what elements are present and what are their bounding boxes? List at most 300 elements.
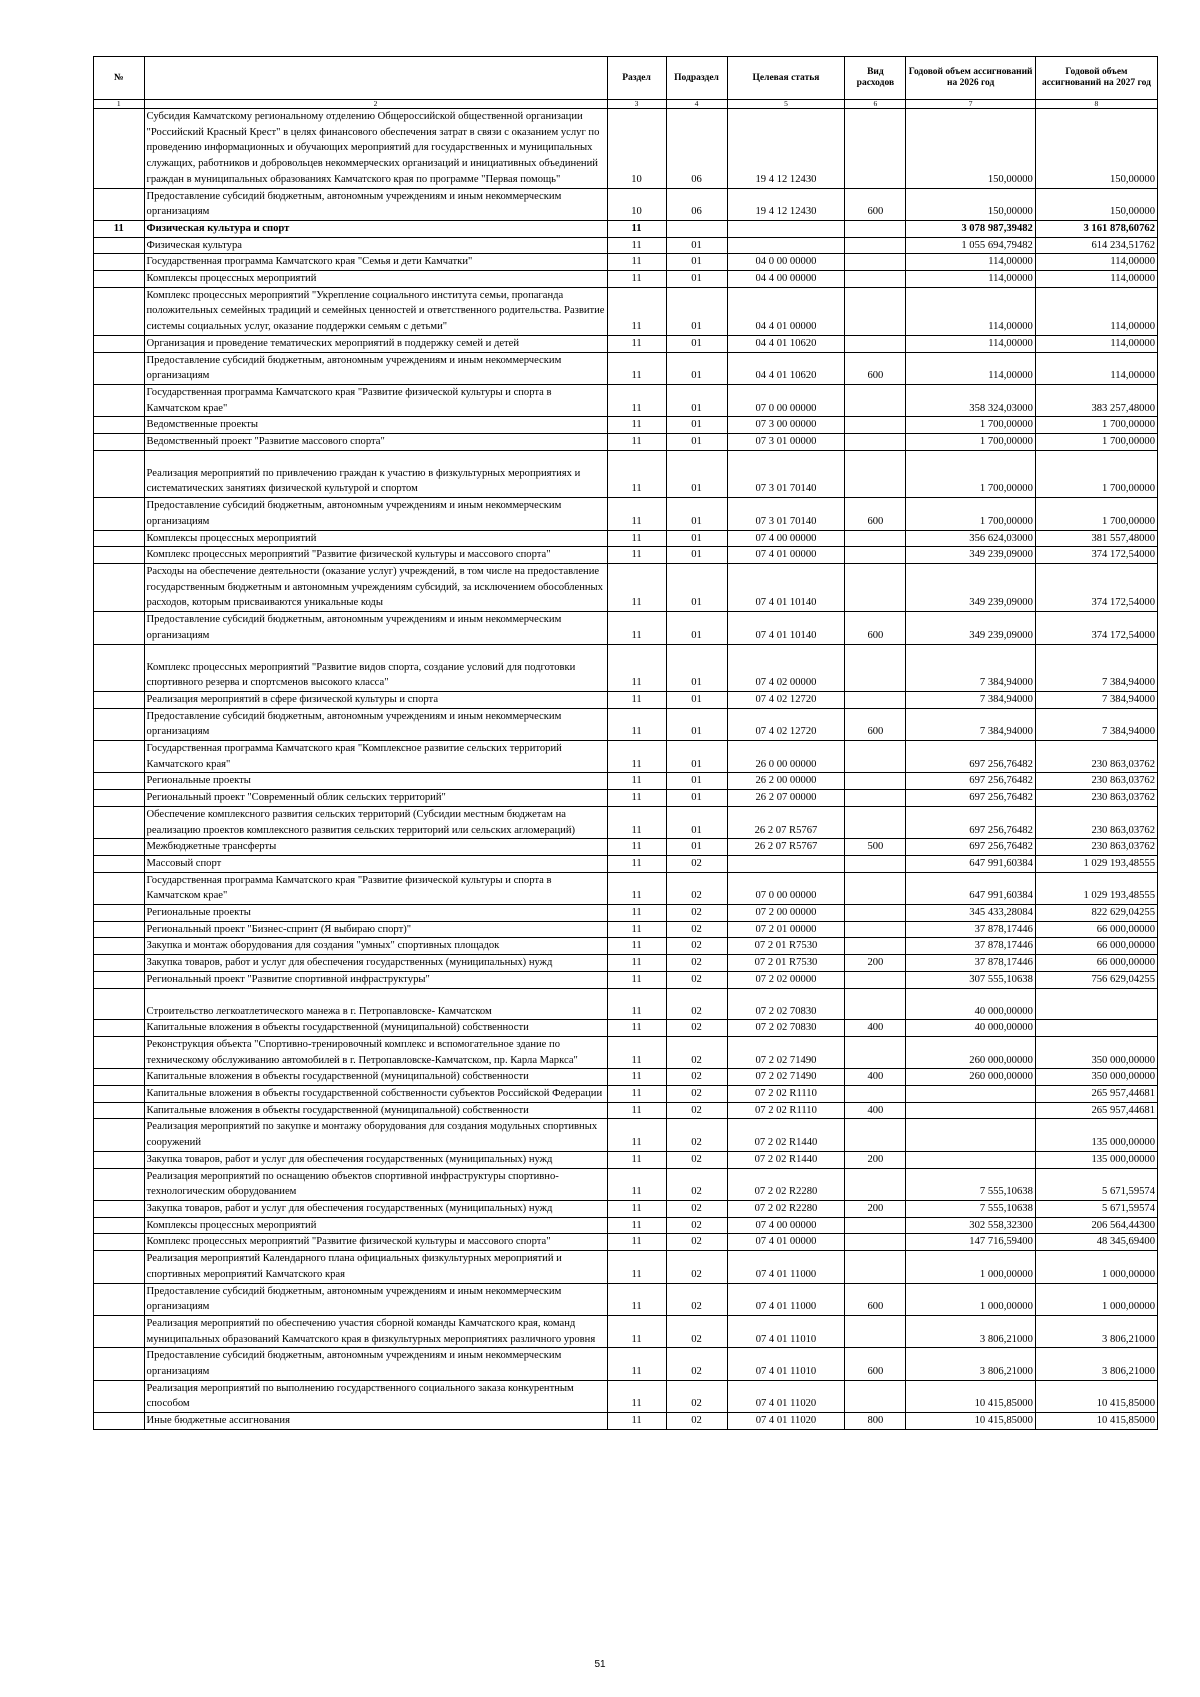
amount-2026: 260 000,00000 bbox=[906, 1036, 1035, 1068]
amount-2026: 7 384,94000 bbox=[906, 708, 1035, 740]
razdel-code: 11 bbox=[607, 1086, 666, 1103]
target-article-code: 07 2 00 00000 bbox=[727, 905, 845, 922]
item-name: Реализация мероприятий в сфере физической культуры и спорта bbox=[144, 691, 607, 708]
expense-type-code: 800 bbox=[845, 1413, 906, 1430]
amount-2026 bbox=[906, 1086, 1035, 1103]
amount-2027: 374 172,54000 bbox=[1035, 612, 1157, 644]
amount-2026 bbox=[906, 1119, 1035, 1151]
amount-2027: 66 000,00000 bbox=[1035, 921, 1157, 938]
row-number bbox=[94, 1251, 145, 1283]
table-row bbox=[94, 905, 1158, 922]
razdel-code: 11 bbox=[607, 1102, 666, 1119]
item-name: Закупка товаров, работ и услуг для обеспечения государственных (муниципальных) нужд bbox=[144, 1151, 607, 1168]
amount-2026: 150,00000 bbox=[906, 109, 1035, 189]
amount-2027 bbox=[1035, 988, 1157, 1020]
podrazdel-code: 01 bbox=[666, 806, 727, 838]
razdel-code: 11 bbox=[607, 905, 666, 922]
row-number bbox=[94, 1348, 145, 1380]
row-number bbox=[94, 971, 145, 988]
amount-2027: 5 671,59574 bbox=[1035, 1168, 1157, 1200]
amount-2026: 356 624,03000 bbox=[906, 530, 1035, 547]
amount-2027: 350 000,00000 bbox=[1035, 1069, 1157, 1086]
amount-2026: 647 991,60384 bbox=[906, 855, 1035, 872]
amount-2027: 3 806,21000 bbox=[1035, 1315, 1157, 1347]
amount-2027: 230 863,03762 bbox=[1035, 773, 1157, 790]
razdel-code: 11 bbox=[607, 547, 666, 564]
target-article-code: 07 2 02 R1110 bbox=[727, 1086, 845, 1103]
target-article-code: 26 2 00 00000 bbox=[727, 773, 845, 790]
amount-2027: 48 345,69400 bbox=[1035, 1234, 1157, 1251]
podrazdel-code: 02 bbox=[666, 1380, 727, 1412]
item-name: Физическая культура и спорт bbox=[144, 220, 607, 237]
expense-type-code bbox=[845, 1234, 906, 1251]
item-name: Реализация мероприятий по выполнению государственного социального заказа конкурентным способом bbox=[144, 1380, 607, 1412]
amount-2027: 66 000,00000 bbox=[1035, 955, 1157, 972]
podrazdel-code: 01 bbox=[666, 271, 727, 288]
target-article-code: 07 3 00 00000 bbox=[727, 417, 845, 434]
amount-2027: 230 863,03762 bbox=[1035, 790, 1157, 807]
row-number bbox=[94, 708, 145, 740]
amount-2027 bbox=[1035, 1020, 1157, 1037]
amount-2026 bbox=[906, 1151, 1035, 1168]
amount-2026: 3 806,21000 bbox=[906, 1315, 1035, 1347]
table-row bbox=[94, 1069, 1158, 1086]
amount-2026: 302 558,32300 bbox=[906, 1217, 1035, 1234]
razdel-code: 11 bbox=[607, 271, 666, 288]
row-number bbox=[94, 271, 145, 288]
expense-type-code: 600 bbox=[845, 708, 906, 740]
expense-type-code: 200 bbox=[845, 1201, 906, 1218]
razdel-code: 11 bbox=[607, 1283, 666, 1315]
expense-type-code bbox=[845, 806, 906, 838]
expense-type-code bbox=[845, 563, 906, 611]
item-name: Физическая культура bbox=[144, 237, 607, 254]
podrazdel-code: 01 bbox=[666, 335, 727, 352]
table-row bbox=[94, 530, 1158, 547]
podrazdel-code: 01 bbox=[666, 644, 727, 691]
row-number bbox=[94, 1217, 145, 1234]
table-row bbox=[94, 691, 1158, 708]
razdel-code: 11 bbox=[607, 498, 666, 530]
header-no: № bbox=[94, 57, 145, 100]
expense-type-code bbox=[845, 855, 906, 872]
razdel-code: 11 bbox=[607, 708, 666, 740]
row-number bbox=[94, 1069, 145, 1086]
razdel-code: 11 bbox=[607, 1348, 666, 1380]
podrazdel-code: 02 bbox=[666, 1234, 727, 1251]
expense-type-code bbox=[845, 1217, 906, 1234]
amount-2026: 114,00000 bbox=[906, 287, 1035, 335]
razdel-code: 11 bbox=[607, 220, 666, 237]
item-name: Капитальные вложения в объекты государственной (муниципальной) собственности bbox=[144, 1102, 607, 1119]
header-target-article: Целевая статья bbox=[727, 57, 845, 100]
row-number bbox=[94, 741, 145, 773]
podrazdel-code: 02 bbox=[666, 938, 727, 955]
item-name: Государственная программа Камчатского края "Развитие физической культуры и спорта в Камчатском крае" bbox=[144, 384, 607, 416]
amount-2027: 614 234,51762 bbox=[1035, 237, 1157, 254]
amount-2026: 37 878,17446 bbox=[906, 921, 1035, 938]
table-row bbox=[94, 790, 1158, 807]
podrazdel-code: 02 bbox=[666, 1020, 727, 1037]
table-row bbox=[94, 955, 1158, 972]
row-number bbox=[94, 109, 145, 189]
column-number: 4 bbox=[666, 100, 727, 109]
item-name: Комплексы процессных мероприятий bbox=[144, 271, 607, 288]
column-number: 5 bbox=[727, 100, 845, 109]
amount-2027: 1 700,00000 bbox=[1035, 450, 1157, 497]
razdel-code: 11 bbox=[607, 434, 666, 451]
amount-2027: 3 161 878,60762 bbox=[1035, 220, 1157, 237]
podrazdel-code: 02 bbox=[666, 955, 727, 972]
amount-2026: 349 239,09000 bbox=[906, 547, 1035, 564]
row-number bbox=[94, 691, 145, 708]
razdel-code: 11 bbox=[607, 806, 666, 838]
razdel-code: 11 bbox=[607, 254, 666, 271]
razdel-code: 11 bbox=[607, 352, 666, 384]
razdel-code: 11 bbox=[607, 1315, 666, 1347]
row-number bbox=[94, 254, 145, 271]
table-row bbox=[94, 806, 1158, 838]
item-name: Предоставление субсидий бюджетным, автономным учреждениям и иным некоммерческим организациям bbox=[144, 188, 607, 220]
razdel-code: 11 bbox=[607, 1069, 666, 1086]
podrazdel-code: 01 bbox=[666, 790, 727, 807]
table-row bbox=[94, 1348, 1158, 1380]
item-name: Капитальные вложения в объекты государственной (муниципальной) собственности bbox=[144, 1069, 607, 1086]
row-number bbox=[94, 905, 145, 922]
podrazdel-code: 01 bbox=[666, 434, 727, 451]
column-number: 3 bbox=[607, 100, 666, 109]
item-name: Региональные проекты bbox=[144, 905, 607, 922]
amount-2026: 114,00000 bbox=[906, 352, 1035, 384]
expense-type-code bbox=[845, 254, 906, 271]
row-number bbox=[94, 1413, 145, 1430]
amount-2027: 114,00000 bbox=[1035, 352, 1157, 384]
amount-2026: 114,00000 bbox=[906, 271, 1035, 288]
row-number bbox=[94, 644, 145, 691]
razdel-code: 11 bbox=[607, 612, 666, 644]
amount-2027: 135 000,00000 bbox=[1035, 1119, 1157, 1151]
podrazdel-code: 06 bbox=[666, 188, 727, 220]
razdel-code: 11 bbox=[607, 563, 666, 611]
target-article-code bbox=[727, 237, 845, 254]
target-article-code: 07 2 02 R2280 bbox=[727, 1168, 845, 1200]
row-number bbox=[94, 498, 145, 530]
item-name: Ведомственные проекты bbox=[144, 417, 607, 434]
expense-type-code bbox=[845, 971, 906, 988]
row-number bbox=[94, 955, 145, 972]
podrazdel-code: 02 bbox=[666, 921, 727, 938]
amount-2026: 7 555,10638 bbox=[906, 1201, 1035, 1218]
amount-2026: 114,00000 bbox=[906, 335, 1035, 352]
razdel-code: 11 bbox=[607, 872, 666, 904]
podrazdel-code: 02 bbox=[666, 1217, 727, 1234]
podrazdel-code: 02 bbox=[666, 1283, 727, 1315]
podrazdel-code: 02 bbox=[666, 1413, 727, 1430]
amount-2027: 374 172,54000 bbox=[1035, 547, 1157, 564]
podrazdel-code: 01 bbox=[666, 530, 727, 547]
amount-2027: 7 384,94000 bbox=[1035, 708, 1157, 740]
row-number bbox=[94, 790, 145, 807]
podrazdel-code: 01 bbox=[666, 708, 727, 740]
table-row bbox=[94, 644, 1158, 691]
target-article-code: 19 4 12 12430 bbox=[727, 188, 845, 220]
table-row bbox=[94, 1283, 1158, 1315]
row-number bbox=[94, 1201, 145, 1218]
podrazdel-code: 02 bbox=[666, 905, 727, 922]
target-article-code: 07 2 02 R2280 bbox=[727, 1201, 845, 1218]
amount-2026: 1 700,00000 bbox=[906, 417, 1035, 434]
podrazdel-code: 01 bbox=[666, 384, 727, 416]
row-number bbox=[94, 530, 145, 547]
target-article-code: 07 2 02 00000 bbox=[727, 971, 845, 988]
target-article-code: 07 2 01 00000 bbox=[727, 921, 845, 938]
target-article-code: 07 2 02 70830 bbox=[727, 1020, 845, 1037]
amount-2026: 697 256,76482 bbox=[906, 773, 1035, 790]
podrazdel-code: 01 bbox=[666, 254, 727, 271]
razdel-code: 11 bbox=[607, 335, 666, 352]
razdel-code: 11 bbox=[607, 1217, 666, 1234]
item-name: Региональный проект "Бизнес-спринт (Я выбираю спорт)" bbox=[144, 921, 607, 938]
table-row bbox=[94, 1315, 1158, 1347]
razdel-code: 11 bbox=[607, 1119, 666, 1151]
amount-2027: 135 000,00000 bbox=[1035, 1151, 1157, 1168]
item-name: Ведомственный проект "Развитие массового спорта" bbox=[144, 434, 607, 451]
amount-2026: 1 000,00000 bbox=[906, 1283, 1035, 1315]
razdel-code: 11 bbox=[607, 855, 666, 872]
table-row bbox=[94, 1413, 1158, 1430]
target-article-code: 07 4 01 10140 bbox=[727, 612, 845, 644]
razdel-code: 11 bbox=[607, 417, 666, 434]
expense-type-code bbox=[845, 773, 906, 790]
razdel-code: 11 bbox=[607, 530, 666, 547]
podrazdel-code: 02 bbox=[666, 1168, 727, 1200]
header-volume-2026: Годовой объем ассигнований на 2026 год bbox=[906, 57, 1035, 100]
table-row bbox=[94, 335, 1158, 352]
podrazdel-code bbox=[666, 220, 727, 237]
razdel-code: 11 bbox=[607, 1020, 666, 1037]
table-row bbox=[94, 220, 1158, 237]
amount-2027: 1 029 193,48555 bbox=[1035, 872, 1157, 904]
amount-2026: 1 700,00000 bbox=[906, 434, 1035, 451]
item-name: Комплекс процессных мероприятий "Развитие физической культуры и массового спорта" bbox=[144, 547, 607, 564]
expense-type-code: 600 bbox=[845, 1283, 906, 1315]
amount-2027: 206 564,44300 bbox=[1035, 1217, 1157, 1234]
item-name: Массовый спорт bbox=[144, 855, 607, 872]
target-article-code: 07 0 00 00000 bbox=[727, 384, 845, 416]
table-row bbox=[94, 271, 1158, 288]
table-row bbox=[94, 352, 1158, 384]
podrazdel-code: 01 bbox=[666, 691, 727, 708]
table-row bbox=[94, 434, 1158, 451]
razdel-code: 11 bbox=[607, 1201, 666, 1218]
table-row bbox=[94, 498, 1158, 530]
razdel-code: 11 bbox=[607, 988, 666, 1020]
razdel-code: 11 bbox=[607, 1234, 666, 1251]
item-name: Закупка товаров, работ и услуг для обеспечения государственных (муниципальных) нужд bbox=[144, 955, 607, 972]
item-name: Закупка и монтаж оборудования для создания "умных" спортивных площадок bbox=[144, 938, 607, 955]
razdel-code: 11 bbox=[607, 450, 666, 497]
item-name: Межбюджетные трансферты bbox=[144, 839, 607, 856]
row-number bbox=[94, 773, 145, 790]
target-article-code: 07 4 00 00000 bbox=[727, 1217, 845, 1234]
expense-type-code: 600 bbox=[845, 498, 906, 530]
table-row bbox=[94, 188, 1158, 220]
target-article-code: 26 2 07 00000 bbox=[727, 790, 845, 807]
amount-2027: 5 671,59574 bbox=[1035, 1201, 1157, 1218]
amount-2027: 7 384,94000 bbox=[1035, 644, 1157, 691]
podrazdel-code: 02 bbox=[666, 988, 727, 1020]
header-volume-2027: Годовой объем ассигнований на 2027 год bbox=[1035, 57, 1157, 100]
row-number bbox=[94, 1234, 145, 1251]
target-article-code: 04 4 01 10620 bbox=[727, 352, 845, 384]
target-article-code: 07 4 00 00000 bbox=[727, 530, 845, 547]
expense-type-code bbox=[845, 644, 906, 691]
row-number bbox=[94, 1036, 145, 1068]
razdel-code: 11 bbox=[607, 384, 666, 416]
table-row bbox=[94, 938, 1158, 955]
target-article-code: 04 4 00 00000 bbox=[727, 271, 845, 288]
podrazdel-code: 01 bbox=[666, 417, 727, 434]
table-row bbox=[94, 773, 1158, 790]
item-name: Комплекс процессных мероприятий "Укрепление социального института семьи, пропаганда положительных семейных традиций и семейных ценностей и ответственного родительства. Развитие системы социальных услуг, оказание поддержки семьям с детьми" bbox=[144, 287, 607, 335]
amount-2027: 756 629,04255 bbox=[1035, 971, 1157, 988]
podrazdel-code: 01 bbox=[666, 237, 727, 254]
column-number: 8 bbox=[1035, 100, 1157, 109]
table-row bbox=[94, 109, 1158, 189]
razdel-code: 11 bbox=[607, 1413, 666, 1430]
row-number bbox=[94, 1086, 145, 1103]
target-article-code: 07 4 01 00000 bbox=[727, 1234, 845, 1251]
item-name: Предоставление субсидий бюджетным, автономным учреждениям и иным некоммерческим организациям bbox=[144, 612, 607, 644]
amount-2026: 1 055 694,79482 bbox=[906, 237, 1035, 254]
amount-2027: 230 863,03762 bbox=[1035, 806, 1157, 838]
header-razdel: Раздел bbox=[607, 57, 666, 100]
expense-type-code bbox=[845, 1315, 906, 1347]
expense-type-code: 400 bbox=[845, 1102, 906, 1119]
razdel-code: 11 bbox=[607, 790, 666, 807]
amount-2027: 114,00000 bbox=[1035, 271, 1157, 288]
amount-2026: 697 256,76482 bbox=[906, 790, 1035, 807]
amount-2027: 265 957,44681 bbox=[1035, 1102, 1157, 1119]
item-name: Комплексы процессных мероприятий bbox=[144, 1217, 607, 1234]
expense-type-code: 600 bbox=[845, 612, 906, 644]
amount-2026: 260 000,00000 bbox=[906, 1069, 1035, 1086]
amount-2026: 147 716,59400 bbox=[906, 1234, 1035, 1251]
target-article-code: 07 4 02 12720 bbox=[727, 708, 845, 740]
item-name: Реализация мероприятий по оснащению объектов спортивной инфраструктуры спортивно-технологическим оборудованием bbox=[144, 1168, 607, 1200]
amount-2026: 1 700,00000 bbox=[906, 498, 1035, 530]
item-name: Государственная программа Камчатского края "Семья и дети Камчатки" bbox=[144, 254, 607, 271]
target-article-code: 07 4 01 11000 bbox=[727, 1251, 845, 1283]
amount-2027: 230 863,03762 bbox=[1035, 839, 1157, 856]
table-row bbox=[94, 1036, 1158, 1068]
amount-2026: 150,00000 bbox=[906, 188, 1035, 220]
podrazdel-code: 02 bbox=[666, 1102, 727, 1119]
podrazdel-code: 02 bbox=[666, 1069, 727, 1086]
header-podrazdel: Подраздел bbox=[666, 57, 727, 100]
table-row bbox=[94, 839, 1158, 856]
target-article-code: 26 2 07 R5767 bbox=[727, 806, 845, 838]
razdel-code: 11 bbox=[607, 287, 666, 335]
target-article-code: 07 4 01 11000 bbox=[727, 1283, 845, 1315]
expense-type-code bbox=[845, 547, 906, 564]
row-number bbox=[94, 988, 145, 1020]
amount-2027: 114,00000 bbox=[1035, 287, 1157, 335]
razdel-code: 10 bbox=[607, 109, 666, 189]
amount-2027: 7 384,94000 bbox=[1035, 691, 1157, 708]
amount-2027: 230 863,03762 bbox=[1035, 741, 1157, 773]
podrazdel-code: 02 bbox=[666, 1315, 727, 1347]
row-number bbox=[94, 384, 145, 416]
target-article-code: 07 2 01 R7530 bbox=[727, 938, 845, 955]
header-expense-type: Вид расходов bbox=[845, 57, 906, 100]
target-article-code: 07 2 02 71490 bbox=[727, 1036, 845, 1068]
table-row bbox=[94, 563, 1158, 611]
row-number bbox=[94, 938, 145, 955]
target-article-code: 07 2 02 R1440 bbox=[727, 1119, 845, 1151]
row-number bbox=[94, 335, 145, 352]
target-article-code: 07 4 01 11010 bbox=[727, 1348, 845, 1380]
amount-2027: 381 557,48000 bbox=[1035, 530, 1157, 547]
amount-2026: 114,00000 bbox=[906, 254, 1035, 271]
amount-2026: 3 806,21000 bbox=[906, 1348, 1035, 1380]
podrazdel-code: 01 bbox=[666, 547, 727, 564]
amount-2027: 10 415,85000 bbox=[1035, 1380, 1157, 1412]
podrazdel-code: 01 bbox=[666, 352, 727, 384]
amount-2026: 40 000,00000 bbox=[906, 1020, 1035, 1037]
amount-2027: 1 700,00000 bbox=[1035, 417, 1157, 434]
amount-2026 bbox=[906, 1102, 1035, 1119]
row-number bbox=[94, 855, 145, 872]
table-row bbox=[94, 971, 1158, 988]
row-number bbox=[94, 872, 145, 904]
table-row bbox=[94, 612, 1158, 644]
column-number: 6 bbox=[845, 100, 906, 109]
podrazdel-code: 01 bbox=[666, 287, 727, 335]
table-row bbox=[94, 417, 1158, 434]
expense-type-code bbox=[845, 287, 906, 335]
expense-type-code bbox=[845, 790, 906, 807]
podrazdel-code: 01 bbox=[666, 741, 727, 773]
row-number bbox=[94, 434, 145, 451]
row-number bbox=[94, 1168, 145, 1200]
item-name: Государственная программа Камчатского края "Комплексное развитие сельских территорий Камчатского края" bbox=[144, 741, 607, 773]
razdel-code: 11 bbox=[607, 691, 666, 708]
amount-2027: 1 700,00000 bbox=[1035, 434, 1157, 451]
target-article-code: 07 0 00 00000 bbox=[727, 872, 845, 904]
table-row bbox=[94, 708, 1158, 740]
target-article-code: 07 4 02 12720 bbox=[727, 691, 845, 708]
item-name: Капитальные вложения в объекты государственной собственности субъектов Российской Федерации bbox=[144, 1086, 607, 1103]
row-number bbox=[94, 806, 145, 838]
target-article-code: 07 3 01 00000 bbox=[727, 434, 845, 451]
item-name: Комплекс процессных мероприятий "Развитие видов спорта, создание условий для подготовки спортивного резерва и спортсменов высокого класса" bbox=[144, 644, 607, 691]
item-name: Региональный проект "Развитие спортивной инфраструктуры" bbox=[144, 971, 607, 988]
expense-type-code bbox=[845, 1251, 906, 1283]
amount-2027: 1 029 193,48555 bbox=[1035, 855, 1157, 872]
amount-2026: 37 878,17446 bbox=[906, 955, 1035, 972]
column-number: 2 bbox=[144, 100, 607, 109]
expense-type-code bbox=[845, 384, 906, 416]
row-number bbox=[94, 612, 145, 644]
target-article-code: 04 4 01 00000 bbox=[727, 287, 845, 335]
row-number bbox=[94, 287, 145, 335]
item-name: Реализация мероприятий по привлечению граждан к участию в физкультурных мероприятиях и систематических занятиях физической культурой и спортом bbox=[144, 450, 607, 497]
table-row bbox=[94, 1020, 1158, 1037]
item-name: Строительство легкоатлетического манежа в г. Петропавловске- Камчатском bbox=[144, 988, 607, 1020]
item-name: Комплекс процессных мероприятий "Развитие физической культуры и массового спорта" bbox=[144, 1234, 607, 1251]
amount-2027: 1 700,00000 bbox=[1035, 498, 1157, 530]
